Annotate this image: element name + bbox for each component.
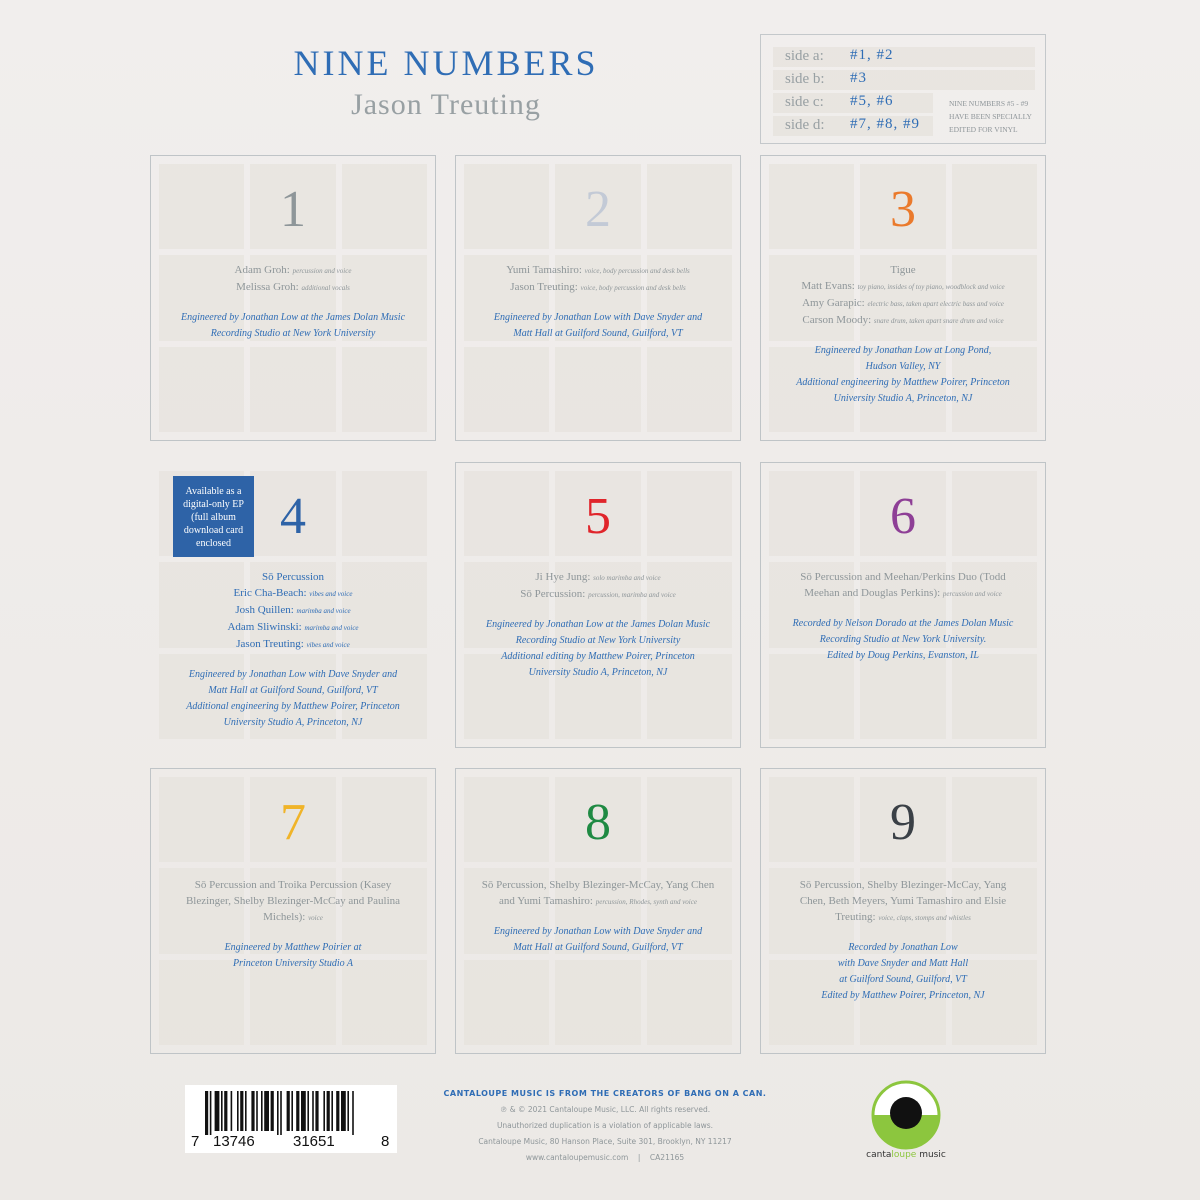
engineering-credits [161, 940, 425, 972]
legal-line: ℗ & © 2021 Cantaloupe Music, LLC. All rights reserved. [499, 1105, 711, 1114]
track-credits [466, 877, 730, 956]
vinyl-edit-note [949, 97, 1045, 136]
ensemble-heading: Sō Percussion [261, 571, 325, 583]
barcode-bar [271, 1091, 274, 1131]
badge-line: download card [183, 525, 244, 536]
performer-name: Sō Percussion and Troika Percussion (Kasey [194, 879, 392, 891]
barcode-bar [245, 1091, 247, 1131]
barcode-bar [307, 1091, 309, 1131]
engineering-credits [466, 310, 730, 342]
legal-headline: CANTALOUPE MUSIC IS FROM THE CREATORS OF BANG ON A CAN. [443, 1089, 767, 1098]
credit-line [771, 893, 1035, 909]
barcode-bar [205, 1091, 208, 1135]
credit-line [466, 877, 730, 893]
credit-line [466, 893, 730, 910]
track-credits [771, 877, 1035, 1004]
legal-line: Cantaloupe Music, 80 Hanson Place, Suite 301, Brooklyn, NY 11217 [478, 1137, 732, 1146]
engineering-credits [161, 310, 425, 342]
engineering-line: Additional engineering by Matthew Poirer, Princeton [796, 377, 1010, 388]
side-tracks: #7, #8, #9 [850, 116, 920, 132]
side-row [773, 116, 933, 136]
performer-name: Amy Garapic: [802, 297, 865, 309]
credit-line [771, 295, 1035, 312]
performer-role: voice, claps, stomps and whistles [878, 914, 971, 922]
performer-name: Sō Percussion: [520, 588, 586, 600]
performer-role: snare drum, taken apart snare drum and voice [873, 317, 1004, 325]
barcode-bar [336, 1091, 339, 1131]
performer-name: Jason Treuting: [236, 638, 304, 650]
performer-name: Adam Sliwinski: [227, 621, 302, 633]
engineering-line: Hudson Valley, NY [865, 361, 941, 372]
ensemble-heading: Tigue [890, 264, 916, 276]
track-panel-1 [150, 155, 436, 441]
barcode-digit-group: 31651 [293, 1133, 335, 1150]
panel-content [761, 463, 1045, 747]
badge-line: digital-only EP [183, 499, 244, 510]
credit-line [161, 262, 425, 279]
performer-role: percussion, marimba and voice [588, 591, 676, 599]
barcode-bar [210, 1091, 212, 1135]
performer-role: marimba and voice [304, 624, 359, 632]
performer-name: Chen, Beth Meyers, Yumi Tamashiro and Elsie [799, 895, 1007, 907]
track-panel-7 [150, 768, 436, 1054]
track-panel-8 [455, 768, 741, 1054]
track-credits [161, 262, 425, 342]
engineering-line: University Studio A, Princeton, NJ [223, 717, 363, 728]
engineering-line: Recorded by Jonathan Low [848, 942, 958, 953]
badge-line: enclosed [196, 538, 231, 549]
barcode-bar [327, 1091, 330, 1131]
track-credits [771, 569, 1035, 664]
performer-name: Treuting: [835, 911, 876, 923]
side-row [773, 93, 933, 113]
barcode-bar [231, 1091, 233, 1131]
engineering-line: Matt Hall at Guilford Sound, Guilford, VT [513, 328, 683, 339]
performer-name: Sō Percussion, Shelby Blezinger-McCay, Yang Chen [481, 879, 715, 891]
side-tracks: #1, #2 [850, 47, 894, 63]
panel-content [151, 156, 435, 440]
engineering-line: Recording Studio at New York University [210, 328, 376, 339]
legal-line: www.cantaloupemusic.com | CA21165 [525, 1153, 685, 1162]
panel-content [456, 156, 740, 440]
credit-line [161, 585, 425, 602]
engineering-line: Recorded by Nelson Dorado at the James Dolan Music [792, 618, 1014, 629]
track-number: 2 [585, 181, 611, 238]
engineering-line: at Guilford Sound, Guilford, VT [839, 974, 967, 985]
engineering-line: Engineered by Jonathan Low with Dave Snyder and [188, 669, 398, 680]
performer-name: Jason Treuting: [510, 281, 578, 293]
barcode-bar [237, 1091, 239, 1131]
track-number: 3 [890, 181, 916, 238]
barcode-bar [312, 1091, 314, 1131]
barcode-bar [215, 1091, 220, 1131]
performer-role: voice [308, 914, 323, 922]
logo-text-part: canta [866, 1150, 892, 1160]
credit-line [161, 636, 425, 653]
engineering-line: Matt Hall at Guilford Sound, Guilford, VT [513, 942, 683, 953]
credit-line [161, 279, 425, 296]
barcode-bar [347, 1091, 349, 1131]
engineering-line: Additional editing by Matthew Poirer, Princeton [501, 651, 695, 662]
barcode-bars [185, 1085, 397, 1135]
barcode-bar [323, 1091, 325, 1131]
logo-wordmark [856, 1150, 956, 1160]
performer-name: Sō Percussion, Shelby Blezinger-McCay, Yang [799, 879, 1007, 891]
track-number: 5 [585, 488, 611, 545]
side-tracks: #3 [850, 70, 867, 86]
credit-line [466, 262, 730, 279]
digital-ep-badge [173, 476, 254, 557]
credit-line [161, 909, 425, 926]
barcode-bar [256, 1091, 258, 1131]
engineering-line: Princeton University Studio A [232, 958, 354, 969]
performer-role: solo marimba and voice [593, 574, 661, 582]
panel-content [761, 156, 1045, 440]
track-credits [771, 262, 1035, 407]
track-number: 9 [890, 794, 916, 851]
side-row [773, 47, 1035, 67]
legal-text [440, 1086, 770, 1166]
performer-role: voice, body percussion and desk bells [580, 284, 686, 292]
side-tracks: #5, #6 [850, 93, 894, 109]
badge-line: Available as a [185, 486, 242, 497]
artist-name: Jason Treuting [351, 88, 541, 121]
barcode-bar [277, 1091, 279, 1135]
track-panel-6 [760, 462, 1046, 748]
performer-name: Carson Moody: [802, 314, 872, 326]
barcode-bar [296, 1091, 299, 1131]
engineering-line: with Dave Snyder and Matt Hall [837, 958, 969, 969]
performer-name: Ji Hye Jung: [535, 571, 591, 583]
credit-line [771, 569, 1035, 585]
performer-role: additional vocals [301, 284, 350, 292]
credit-line [466, 279, 730, 296]
engineering-line: Engineered by Jonathan Low at Long Pond, [814, 345, 992, 356]
performer-name: Matt Evans: [801, 280, 855, 292]
performer-name: Josh Quillen: [235, 604, 294, 616]
performer-role: percussion and voice [292, 267, 352, 275]
panel-content [151, 769, 435, 1053]
side-row [773, 70, 1035, 90]
panel-content [456, 463, 740, 747]
credit-line [161, 602, 425, 619]
track-number: 6 [890, 488, 916, 545]
barcode-bar [301, 1091, 306, 1131]
barcode-bar [315, 1091, 318, 1131]
engineering-credits [466, 617, 730, 681]
performer-name: and Yumi Tamashiro: [499, 895, 593, 907]
note-line: EDITED FOR VINYL [949, 125, 1018, 134]
engineering-line: Engineered by Jonathan Low with Dave Snyder and [493, 312, 703, 323]
track-panel-9 [760, 768, 1046, 1054]
panel-content [456, 769, 740, 1053]
engineering-line: Matt Hall at Guilford Sound, Guilford, VT [208, 685, 378, 696]
track-credits [161, 569, 425, 731]
track-credits [466, 262, 730, 342]
performer-name: Eric Cha-Beach: [233, 587, 307, 599]
performer-name: Yumi Tamashiro: [506, 264, 582, 276]
barcode-digit-group: 13746 [213, 1133, 255, 1150]
performer-name: Meehan and Douglas Perkins): [804, 587, 941, 599]
performer-role: electric bass, taken apart electric bass and voice [867, 300, 1004, 308]
barcode-bar [251, 1091, 254, 1131]
logo-text-part: music [916, 1150, 946, 1160]
cantaloupe-logo [866, 1080, 946, 1170]
credit-line [771, 877, 1035, 893]
engineering-line: University Studio A, Princeton, NJ [528, 667, 668, 678]
credit-line [466, 586, 730, 603]
barcode-digits [185, 1133, 397, 1153]
track-panel-3 [760, 155, 1046, 441]
barcode-bar [291, 1091, 293, 1131]
barcode [185, 1085, 397, 1153]
panel-content [761, 769, 1045, 1053]
barcode-bar [224, 1091, 227, 1131]
barcode-bar [341, 1091, 346, 1131]
engineering-line: Edited by Doug Perkins, Evanston, IL [827, 650, 979, 661]
track-panel-2 [455, 155, 741, 441]
engineering-line: Engineered by Jonathan Low at the James Dolan Music [180, 312, 406, 323]
engineering-credits [161, 667, 425, 731]
performer-role: vibes and voice [309, 590, 353, 598]
track-number: 4 [280, 488, 306, 545]
side-label: side d: [785, 117, 825, 133]
barcode-bar [352, 1091, 354, 1135]
note-line: NINE NUMBERS #5 - #9 [949, 99, 1029, 108]
note-line: HAVE BEEN SPECIALLY [949, 112, 1032, 121]
engineering-line: University Studio A, Princeton, NJ [833, 393, 973, 404]
logo-text-part: loupe [891, 1150, 917, 1160]
performer-name: Blezinger, Shelby Blezinger-McCay and Paulina [185, 895, 401, 907]
track-number: 7 [280, 794, 306, 851]
barcode-bar [261, 1091, 263, 1131]
track-credits [466, 569, 730, 681]
credit-line [771, 909, 1035, 926]
engineering-line: Engineered by Matthew Poirier at [224, 942, 362, 953]
performer-role: marimba and voice [296, 607, 351, 615]
track-credits [161, 877, 425, 972]
side-label: side c: [785, 94, 824, 110]
side-label: side a: [785, 48, 824, 64]
engineering-line: Edited by Matthew Poirer, Princeton, NJ [821, 990, 985, 1001]
credit-line [161, 893, 425, 909]
credit-line [466, 569, 730, 586]
barcode-bar [221, 1091, 223, 1131]
credit-line [771, 585, 1035, 602]
engineering-credits [466, 924, 730, 956]
album-title: NINE NUMBERS [293, 43, 599, 83]
track-number: 1 [280, 181, 306, 238]
credit-line [771, 278, 1035, 295]
engineering-line: Engineered by Jonathan Low with Dave Snyder and [493, 926, 703, 937]
performer-role: percussion, Rhodes, synth and voice [595, 898, 697, 906]
barcode-digit-group: 7 [191, 1133, 200, 1150]
performer-role: vibes and voice [306, 641, 350, 649]
engineering-line: Additional engineering by Matthew Poirer, Princeton [186, 701, 400, 712]
side-label: side b: [785, 71, 825, 87]
barcode-bar [280, 1091, 282, 1135]
credit-line [161, 877, 425, 893]
performer-name: Sō Percussion and Meehan/Perkins Duo (Todd [800, 571, 1006, 583]
engineering-line: Engineered by Jonathan Low at the James Dolan Music [485, 619, 711, 630]
performer-name: Melissa Groh: [236, 281, 299, 293]
track-panel-5 [455, 462, 741, 748]
performer-role: voice, body percussion and desk bells [584, 267, 690, 275]
engineering-credits [771, 616, 1035, 664]
side-listing-box [760, 34, 1046, 144]
barcode-bar [264, 1091, 269, 1131]
credit-line [161, 619, 425, 636]
barcode-digit-group: 8 [381, 1133, 390, 1150]
engineering-line: Recording Studio at New York University [515, 635, 681, 646]
engineering-credits [771, 940, 1035, 1004]
barcode-bar [287, 1091, 290, 1131]
legal-line: Unauthorized duplication is a violation of applicable laws. [496, 1121, 714, 1130]
barcode-bar [331, 1091, 333, 1131]
performer-role: toy piano, insides of toy piano, woodblock and voice [857, 283, 1005, 291]
engineering-credits [771, 343, 1035, 407]
performer-role: percussion and voice [942, 590, 1002, 598]
badge-line: (full album [191, 512, 236, 523]
barcode-bar [240, 1091, 243, 1131]
performer-name: Michels): [263, 911, 306, 923]
credit-line [771, 312, 1035, 329]
engineering-line: Recording Studio at New York University. [819, 634, 987, 645]
cantaloupe-logo-mark [866, 1080, 946, 1150]
track-number: 8 [585, 794, 611, 851]
performer-name: Adam Groh: [234, 264, 290, 276]
